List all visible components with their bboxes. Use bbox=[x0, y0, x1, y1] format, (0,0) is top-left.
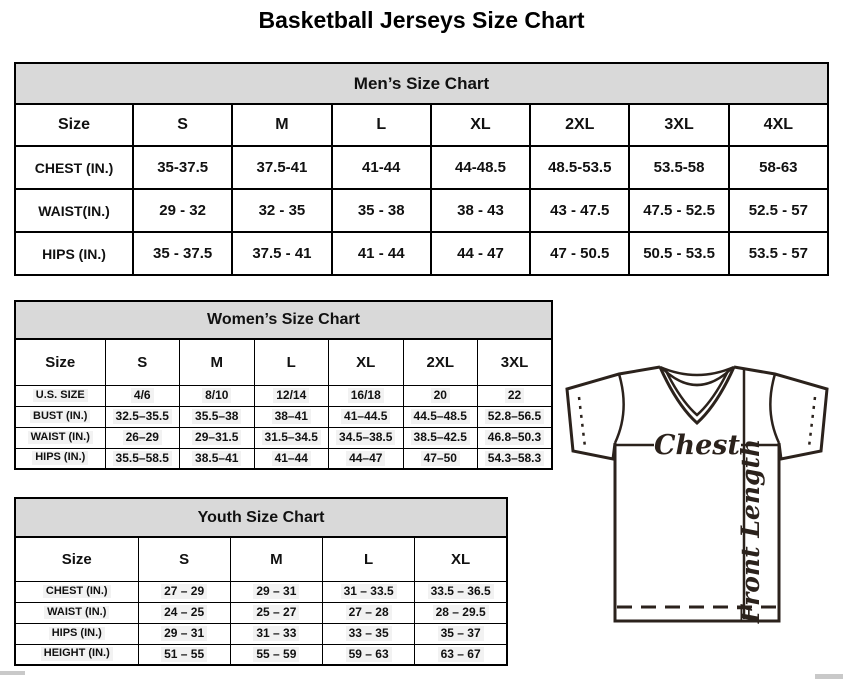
cell: 41–44 bbox=[254, 448, 329, 469]
cell: 27 – 28 bbox=[323, 602, 415, 623]
youth-col-xl: XL bbox=[415, 537, 507, 581]
cell: 53.5-58 bbox=[629, 146, 728, 189]
table-row bbox=[15, 623, 507, 644]
youth-chart-caption: Youth Size Chart bbox=[15, 498, 507, 537]
mens-hips-label: HIPS (IN.) bbox=[15, 232, 133, 275]
cell: 44–47 bbox=[329, 448, 404, 469]
cell: 35.5–58.5 bbox=[105, 448, 180, 469]
cell: 44 - 47 bbox=[431, 232, 530, 275]
cell: 55 – 59 bbox=[230, 644, 322, 665]
youth-col-m: M bbox=[230, 537, 322, 581]
womens-header-row bbox=[15, 339, 552, 385]
jersey-outline bbox=[567, 367, 827, 621]
cell: 24 – 25 bbox=[138, 602, 230, 623]
youth-size-chart-table bbox=[14, 497, 508, 666]
womens-col-xl: XL bbox=[329, 339, 404, 385]
cell: 35.5–38 bbox=[180, 406, 255, 427]
cell: 43 - 47.5 bbox=[530, 189, 629, 232]
cell: 54.3–58.3 bbox=[478, 448, 553, 469]
youth-header-row bbox=[15, 537, 507, 581]
cell: 37.5-41 bbox=[232, 146, 331, 189]
cell: 41–44.5 bbox=[329, 406, 404, 427]
mens-col-m: M bbox=[232, 104, 331, 146]
womens-col-2xl: 2XL bbox=[403, 339, 478, 385]
table-row bbox=[15, 448, 552, 469]
cell: 46.8–50.3 bbox=[478, 427, 553, 448]
cell: 38–41 bbox=[254, 406, 329, 427]
cell: 34.5–38.5 bbox=[329, 427, 404, 448]
cell: 48.5-53.5 bbox=[530, 146, 629, 189]
mens-chest-label: CHEST (IN.) bbox=[15, 146, 133, 189]
mens-chart-caption: Men’s Size Chart bbox=[15, 63, 828, 104]
table-row bbox=[15, 581, 507, 602]
mens-col-2xl: 2XL bbox=[530, 104, 629, 146]
cell: 51 – 55 bbox=[138, 644, 230, 665]
womens-col-l: L bbox=[254, 339, 329, 385]
cell: 32 - 35 bbox=[232, 189, 331, 232]
cell: 4/6 bbox=[105, 385, 180, 406]
womens-caption-row bbox=[15, 301, 552, 339]
cell: 29–31.5 bbox=[180, 427, 255, 448]
cell: 35 – 37 bbox=[415, 623, 507, 644]
mens-header-row bbox=[15, 104, 828, 146]
chest-label: Chest bbox=[654, 430, 740, 461]
table-row bbox=[15, 602, 507, 623]
youth-caption-row bbox=[15, 498, 507, 537]
womens-size-chart-table bbox=[14, 300, 553, 470]
cell: 41-44 bbox=[332, 146, 431, 189]
womens-ussize-label: U.S. SIZE bbox=[15, 385, 105, 406]
cell: 31 – 33 bbox=[230, 623, 322, 644]
mens-size-chart-table bbox=[14, 62, 829, 276]
mens-col-4xl: 4XL bbox=[729, 104, 828, 146]
cell: 22 bbox=[478, 385, 553, 406]
cell: 47 - 50.5 bbox=[530, 232, 629, 275]
cell: 31 – 33.5 bbox=[323, 581, 415, 602]
table-row bbox=[15, 189, 828, 232]
horizontal-scrollbar-fragment-right[interactable] bbox=[815, 674, 843, 679]
womens-col-3xl: 3XL bbox=[478, 339, 553, 385]
cell: 44.5–48.5 bbox=[403, 406, 478, 427]
cell: 63 – 67 bbox=[415, 644, 507, 665]
youth-col-l: L bbox=[323, 537, 415, 581]
cell: 29 – 31 bbox=[230, 581, 322, 602]
cell: 28 – 29.5 bbox=[415, 602, 507, 623]
cell: 37.5 - 41 bbox=[232, 232, 331, 275]
cell: 35 - 37.5 bbox=[133, 232, 232, 275]
cell: 35 - 38 bbox=[332, 189, 431, 232]
cell: 50.5 - 53.5 bbox=[629, 232, 728, 275]
womens-col-s: S bbox=[105, 339, 180, 385]
cell: 59 – 63 bbox=[323, 644, 415, 665]
cell: 44-48.5 bbox=[431, 146, 530, 189]
mens-col-s: S bbox=[133, 104, 232, 146]
cell: 38.5–42.5 bbox=[403, 427, 478, 448]
cell: 41 - 44 bbox=[332, 232, 431, 275]
table-row bbox=[15, 232, 828, 275]
mens-caption-row bbox=[15, 63, 828, 104]
cell: 35-37.5 bbox=[133, 146, 232, 189]
jersey-measurement-diagram bbox=[557, 355, 841, 631]
cell: 16/18 bbox=[329, 385, 404, 406]
cell: 20 bbox=[403, 385, 478, 406]
cell: 38 - 43 bbox=[431, 189, 530, 232]
cell: 29 - 32 bbox=[133, 189, 232, 232]
cell: 47–50 bbox=[403, 448, 478, 469]
womens-chart-caption: Women’s Size Chart bbox=[15, 301, 552, 339]
cell: 27 – 29 bbox=[138, 581, 230, 602]
youth-col-s: S bbox=[138, 537, 230, 581]
youth-hips-label: HIPS (IN.) bbox=[15, 623, 138, 644]
cell: 38.5–41 bbox=[180, 448, 255, 469]
cell: 58-63 bbox=[729, 146, 828, 189]
womens-waist-label: WAIST (IN.) bbox=[15, 427, 105, 448]
womens-bust-label: BUST (IN.) bbox=[15, 406, 105, 427]
youth-height-label: HEIGHT (IN.) bbox=[15, 644, 138, 665]
cell: 26–29 bbox=[105, 427, 180, 448]
cell: 25 – 27 bbox=[230, 602, 322, 623]
table-row bbox=[15, 427, 552, 448]
page-title: Basketball Jerseys Size Chart bbox=[258, 7, 585, 33]
youth-waist-label: WAIST (IN.) bbox=[15, 602, 138, 623]
womens-col-m: M bbox=[180, 339, 255, 385]
table-row bbox=[15, 406, 552, 427]
cell: 53.5 - 57 bbox=[729, 232, 828, 275]
cell: 32.5–35.5 bbox=[105, 406, 180, 427]
mens-col-3xl: 3XL bbox=[629, 104, 728, 146]
mens-col-l: L bbox=[332, 104, 431, 146]
cell: 8/10 bbox=[180, 385, 255, 406]
cell: 31.5–34.5 bbox=[254, 427, 329, 448]
womens-col-size: Size bbox=[15, 339, 105, 385]
cell: 33.5 – 36.5 bbox=[415, 581, 507, 602]
table-row bbox=[15, 644, 507, 665]
table-row bbox=[15, 146, 828, 189]
horizontal-scrollbar-fragment-left[interactable] bbox=[0, 671, 25, 675]
cell: 52.5 - 57 bbox=[729, 189, 828, 232]
mens-waist-label: WAIST(IN.) bbox=[15, 189, 133, 232]
mens-col-xl: XL bbox=[431, 104, 530, 146]
cell: 33 – 35 bbox=[323, 623, 415, 644]
mens-col-size: Size bbox=[15, 104, 133, 146]
youth-col-size: Size bbox=[15, 537, 138, 581]
womens-hips-label: HIPS (IN.) bbox=[15, 448, 105, 469]
youth-chest-label: CHEST (IN.) bbox=[15, 581, 138, 602]
cell: 47.5 - 52.5 bbox=[629, 189, 728, 232]
cell: 29 – 31 bbox=[138, 623, 230, 644]
front-length-label: Front Length bbox=[736, 438, 765, 624]
cell: 12/14 bbox=[254, 385, 329, 406]
table-row bbox=[15, 385, 552, 406]
cell: 52.8–56.5 bbox=[478, 406, 553, 427]
